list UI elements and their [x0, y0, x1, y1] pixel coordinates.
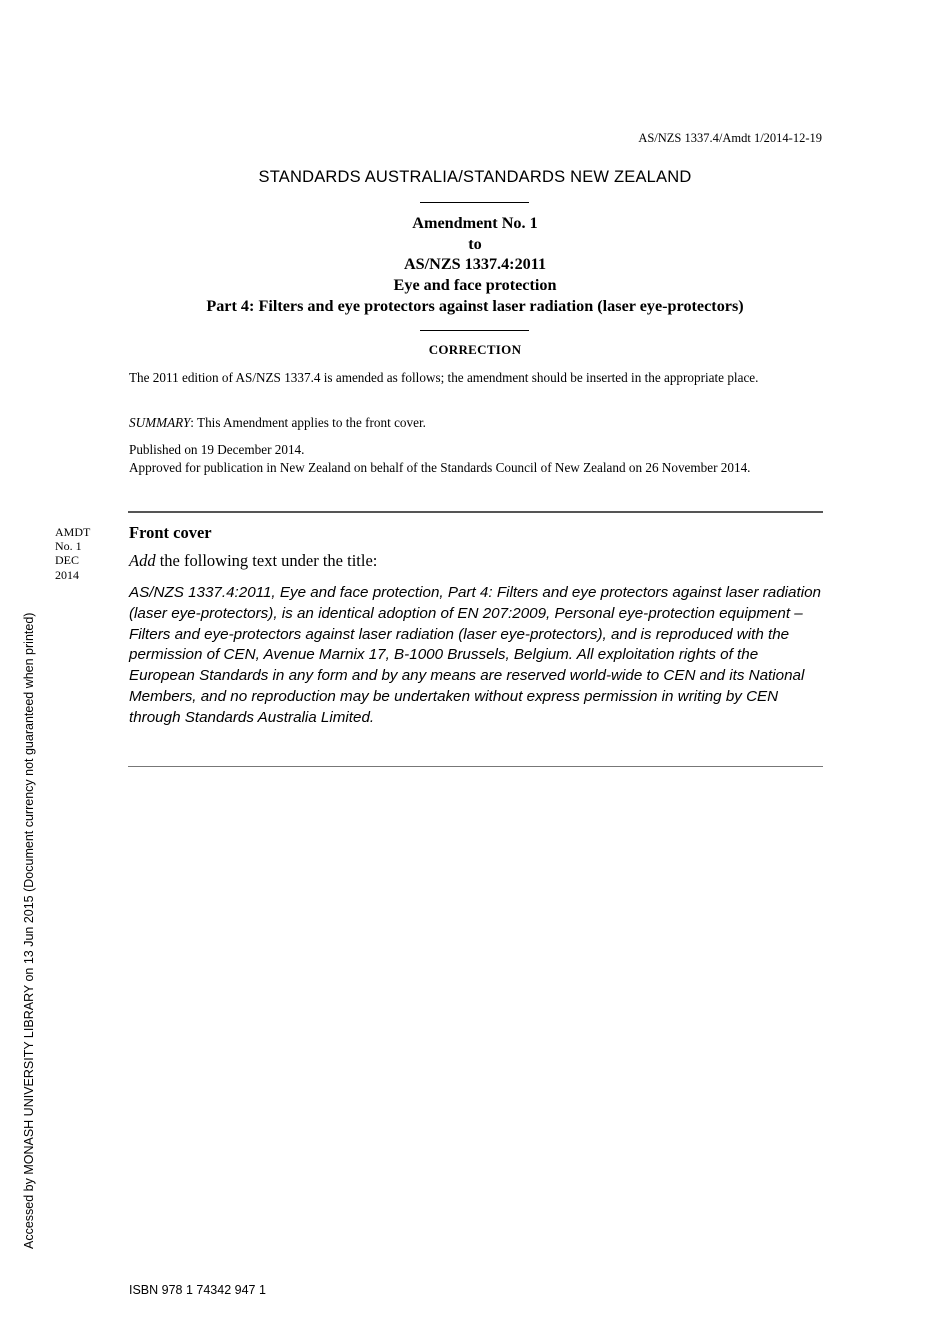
correction-label: CORRECTION [428, 342, 522, 357]
isbn: ISBN 978 1 74342 947 1 [129, 1283, 266, 1297]
amendment-instruction [129, 551, 377, 571]
section-rule-top [128, 511, 823, 513]
amdt-line: 2014 [55, 567, 79, 582]
document-reference: AS/NZS 1337.4/Amdt 1/2014-12-19 [638, 131, 822, 145]
amdt-line: AMDT [55, 525, 91, 539]
organization-heading: STANDARDS AUSTRALIA/STANDARDS NEW ZEALAND [258, 168, 692, 186]
instruction-verb: Add [129, 551, 156, 570]
summary-text: : This Amendment applies to the front cover. [190, 415, 426, 430]
inserted-text: AS/NZS 1337.4:2011, Eye and face protection, Part 4: Filters and eye protectors against laser radiation (laser eye-protectors), is an identical adoption of EN 207:2009, Personal eye-protection equipment – Filters and eye-protectors against laser radiation (laser eye-protectors), and is reproduced with the permission of CEN, Avenue Marnix 17, B-1000 Brussels, Belgium. All exploitation rights of the European Standards in any form and by any means are reserved world-wide to CEN and its National Members, and no reproduction may be undertaken without express permission in writing by CEN through Standards Australia Limited. [129, 584, 821, 726]
title-line: to [468, 234, 482, 253]
amdt-line: No. 1 [55, 539, 82, 554]
title-line: Eye and face protection [393, 276, 557, 295]
section-rule-bottom [128, 766, 823, 767]
title-divider-bottom [420, 330, 529, 331]
title-line: Amendment No. 1 [412, 214, 538, 232]
title-divider-top [420, 202, 529, 203]
amdt-line: DEC [55, 553, 79, 568]
section-heading: Front cover [129, 523, 212, 542]
instruction-text: the following text under the title: [155, 551, 378, 570]
summary-paragraph [129, 414, 822, 432]
summary-label: SUMMARY [129, 415, 191, 430]
intro-paragraph: The 2011 edition of AS/NZS 1337.4 is amended as follows; the amendment should be inserted in the appropriate place. [129, 370, 759, 385]
access-watermark: Accessed by MONASH UNIVERSITY LIBRARY on 13 Jun 2015 (Document currency not guaranteed when printed) [22, 612, 36, 1249]
title-line: AS/NZS 1337.4:2011 [403, 255, 547, 274]
title-line: Part 4: Filters and eye protectors against laser radiation (laser eye-protectors) [206, 296, 744, 315]
amendment-title [0, 213, 950, 317]
published-line: Published on 19 December 2014. [129, 442, 305, 457]
amendment-margin-note [55, 525, 115, 582]
approval-paragraph: Approved for publication in New Zealand on behalf of the Standards Council of New Zealand on 26 November 2014. [129, 460, 751, 475]
